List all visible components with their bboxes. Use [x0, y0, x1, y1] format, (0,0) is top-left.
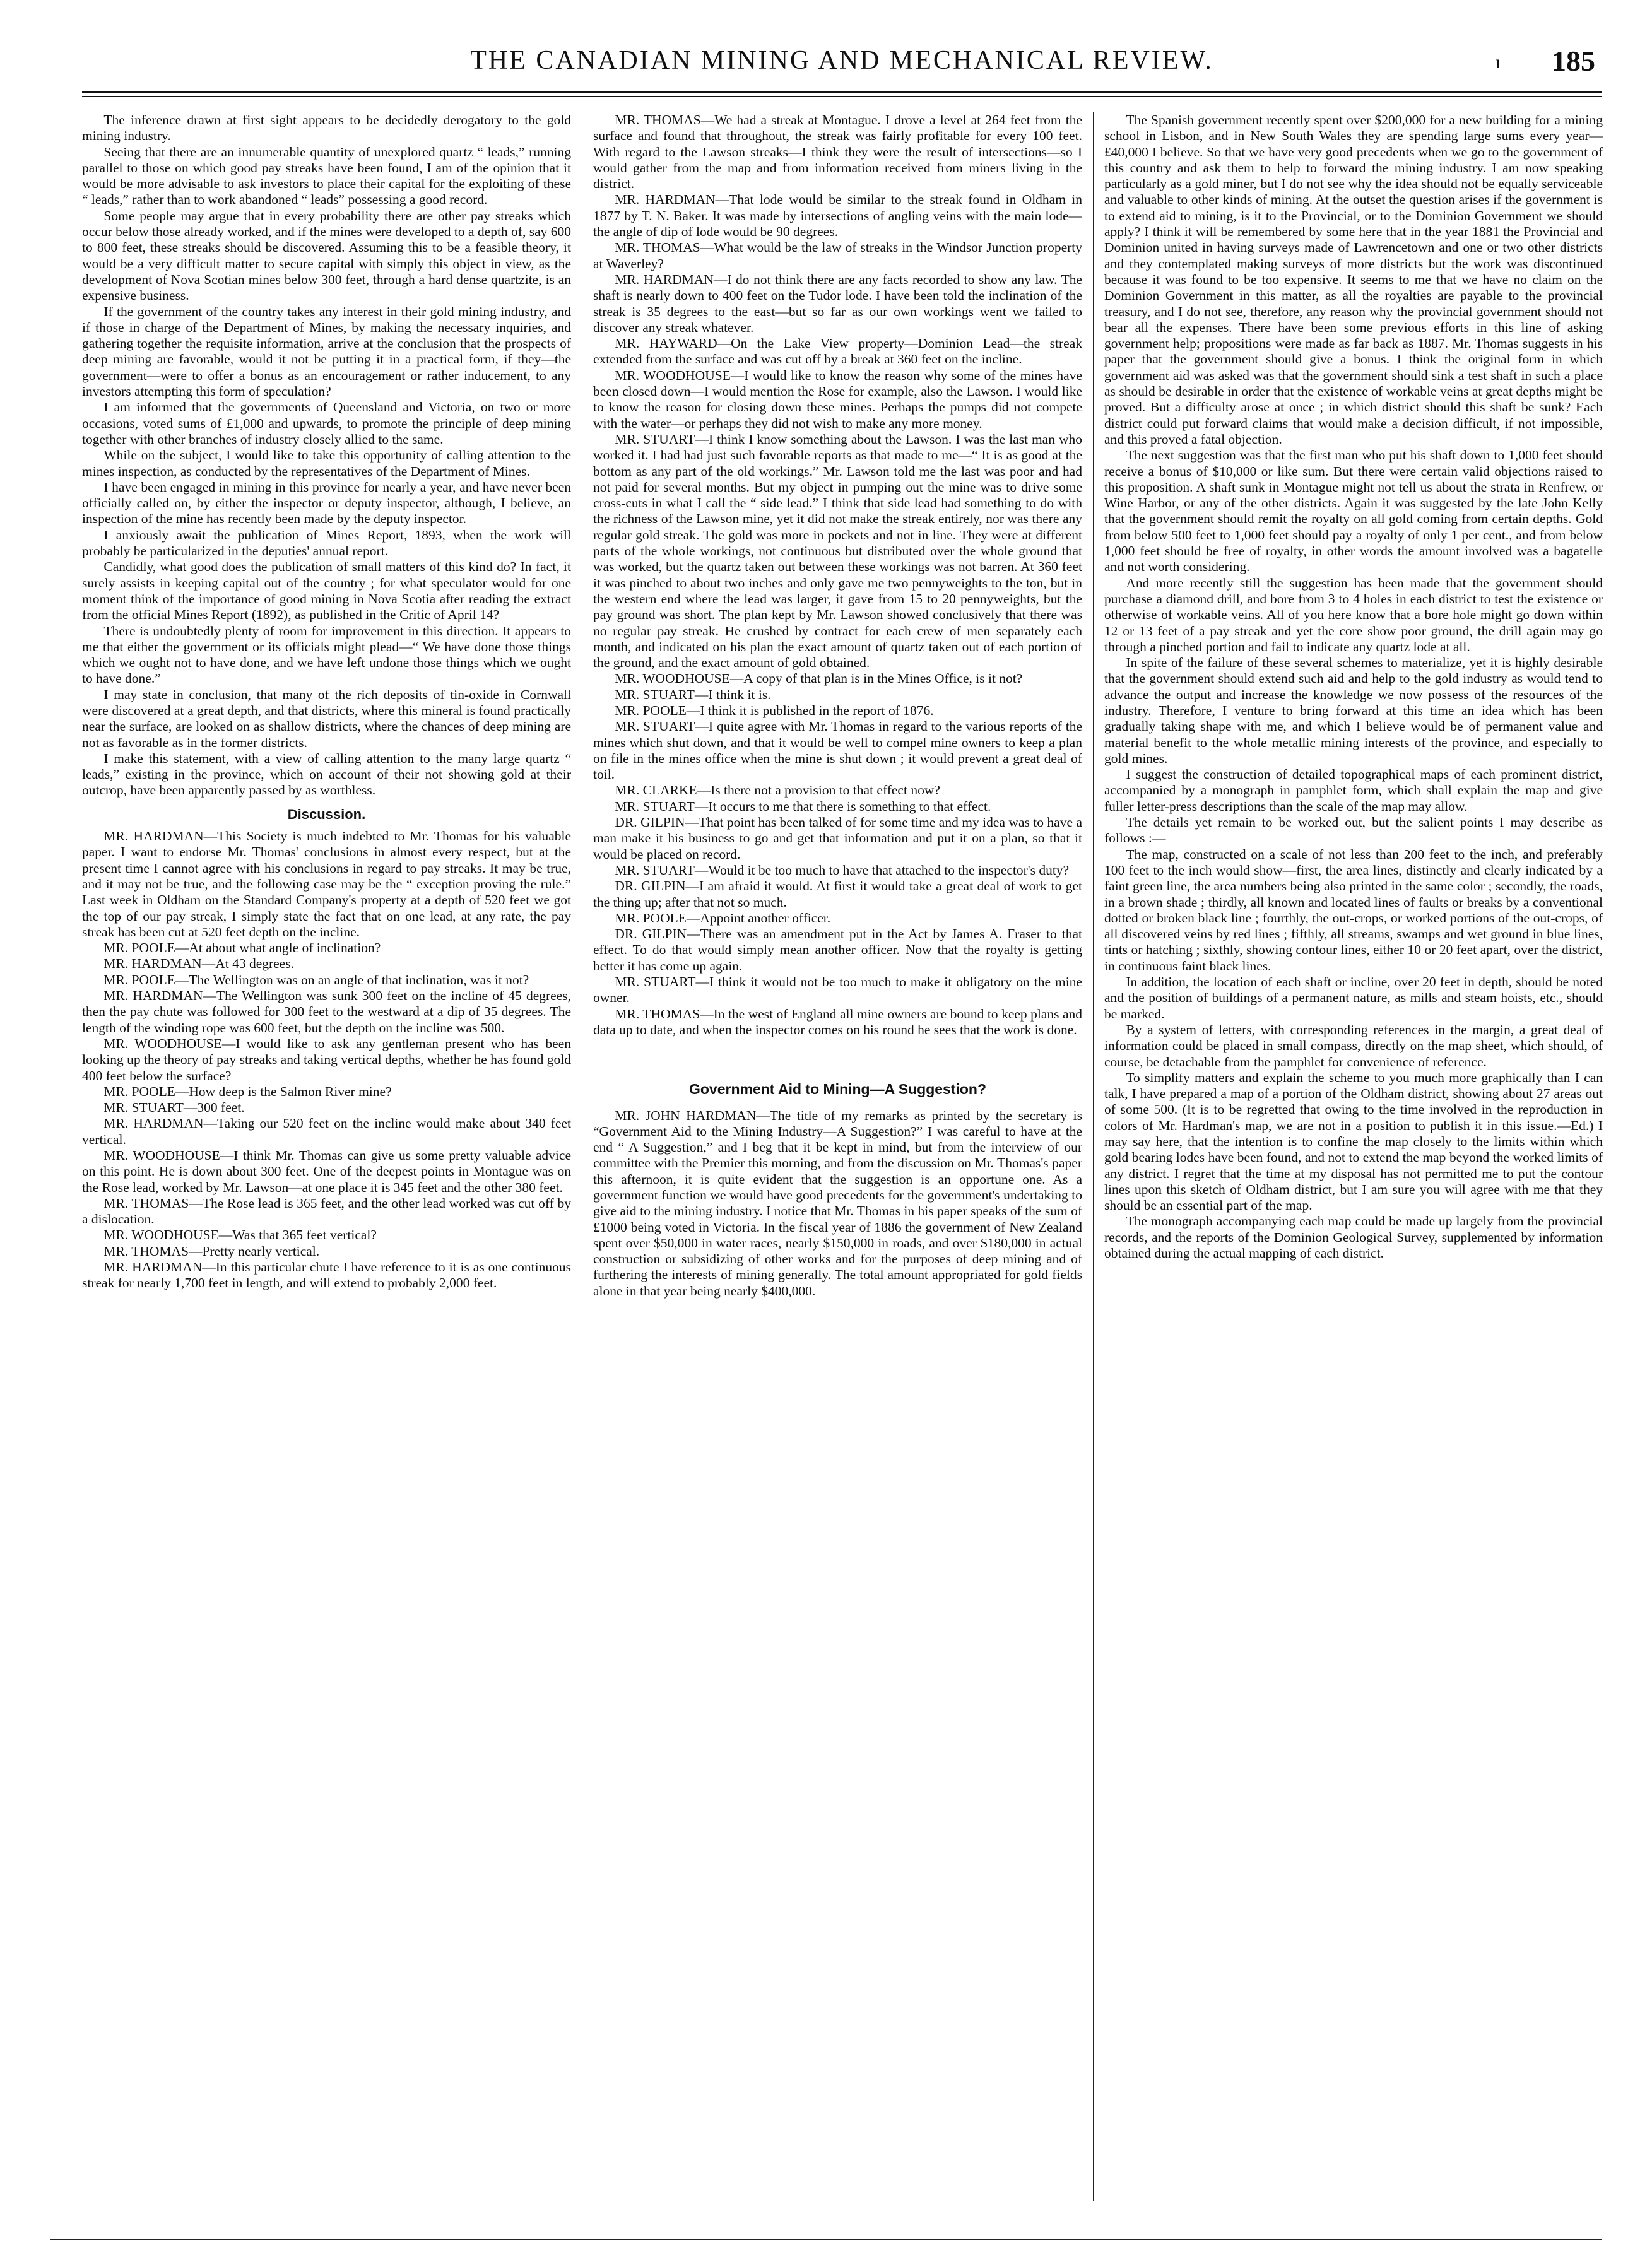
discussion-remark: MR. HARDMAN—That lode would be similar to the streak found in Oldham in 1877 by T. N. Baker. It was made by intersections of angling veins with the main lode—the angle of dip of lode would be 90 degrees.: [593, 192, 1082, 240]
paragraph: The map, constructed on a scale of not less than 200 feet to the inch, and preferably 100 feet to the inch would show—first, the area lines, distinctly and clearly indicated by a faint green line, the area numbers being also printed in the same color ; secondly, the roads, in a brown shade ; thirdly, all known and located lines of faults or breaks by a conventional dotted or broken black line ; fourthly, the out-crops, or worked portions of the out-crops, of all discovered veins by red lines ; fifthly, all streams, swamps and wet ground in blue lines, tints or hatching ; sixthly, showing contour lines, either 10 or 20 feet apart, over the district, in continuous faint black lines.: [1104, 846, 1603, 974]
discussion-remark: MR. THOMAS—What would be the law of streaks in the Windsor Junction property at Waverley?: [593, 240, 1082, 271]
discussion-remark: MR. STUART—Would it be too much to have that attached to the inspector's duty?: [615, 862, 1070, 878]
paragraph: While on the subject, I would like to take this opportunity of calling attention to the mines inspection, as conducted by the representatives of the Department of Mines.: [82, 447, 571, 479]
discussion-remark: MR. WOODHOUSE—I would like to know the reason why some of the mines have been closed down—I would mention the Rose for example, also the Lawson. I would like to know the reason for closing down these mines. Perhaps the pumps did not compete with the water—or perhaps they did not wish to make any more money.: [593, 367, 1082, 431]
discussion-remark: MR. POOLE—How deep is the Salmon River mine?: [103, 1083, 392, 1099]
discussion-remark: MR. STUART—I think I know something about the Lawson. I was the last man who worked it. I had had just such favorable reports as that made to me—“ It is as good at the bottom as any part of the old workings.” Mr. Lawson told me the last was poor and had not paid for several months. But my object in pumping out the mine was to drive some cross-cuts in what I call the “ side lead.” I think that side lead had something to do with the richness of the Lawson mine, yet it did not make the streak entirely, nor was there any regular gold streak. The gold was more in pockets and not in line. They were at different parts of the whole workings, not continuous but distributed over the whole ground that was worked, but the quartz taken out between these workings was not barren. At 360 feet it was pinched to about two inches and only gave me two pennyweights to the ton, but in the western end where the lead was larger, it gave from 15 to 20 pennyweights, but the pay ground was short. The plan kept by Mr. Lawson showed conclusively that there was no regular pay streak. He crushed by contract for each crew of men separately each month, and indicated on his plan the exact amount of quartz taken out of each portion of the ground, and the exact amount of gold obtained.: [593, 431, 1082, 671]
discussion-remark: MR. STUART—I think it would not be too much to make it obligatory on the mine owner.: [593, 974, 1082, 1006]
discussion-remark: MR. WOODHOUSE—I would like to ask any gentleman present who has been looking up the theory of pay streaks and taking vertical depths, whether he has found gold 400 feet below the surface?: [82, 1035, 571, 1083]
paragraph: MR. JOHN HARDMAN—The title of my remarks as printed by the secretary is “Government Aid to the Mining Industry—A Suggestion?” I was careful to have at the end “ A Suggestion,” and I beg that it be kept in mind, but from the interview of our committee with the Premier this morning, and from the discussion on Mr. Thomas's paper this afternoon, it is quite evident that the suggestion is an opportune one. As a government function we would have good precedents for the government's undertaking to give aid to the mining industry. I notice that Mr. Thomas in his paper speaks of the sum of £1000 being voted in Victoria. In the fiscal year of 1886 the government of New Zealand spent over $50,000 in water races, nearly $150,000 in roads, and over $180,000 in actual construction or subsidizing of other works and for the purposes of deep mining and of furthering the interests of mining generally. The total amount appropriated for gold fields alone in that year being nearly $400,000.: [593, 1107, 1082, 1299]
paragraph: I have been engaged in mining in this province for nearly a year, and have never been officially called on, by either the inspector or deputy inspector, although, I believe, an inspection of the mine has recently been made by the deputy inspector.: [82, 479, 571, 527]
paragraph: Candidly, what good does the publication of small matters of this kind do? In fact, it surely assists in keeping capital out of the country ; for what speculator would for one moment think of the importance of good mining in Nova Scotia after reading the extract from the official Mines Report (1892), as published in the Critic of April 14?: [82, 559, 571, 623]
discussion-remark: DR. GILPIN—That point has been talked of for some time and my idea was to have a man make it his business to go and get that information and put it on a plan, so that it would be placed on record.: [593, 815, 1082, 862]
paragraph: And more recently still the suggestion has been made that the government should purchase a diamond drill, and bore from 3 to 4 holes in each district to test the existence or otherwise of workable veins. All of you here know that a bore hole might go down within 12 or 13 feet of a pay streak and yet the core show poor ground, the drill again may go through a pinched portion and fail to indicate any quartz lode at all.: [1104, 575, 1603, 654]
discussion-remark: MR. STUART—I quite agree with Mr. Thomas in regard to the various reports of the mines which shut down, and that it would be well to compel mine owners to keep a plan on file in the mines office when the mine is shut down ; it would prevent a great deal of toil.: [593, 719, 1082, 782]
paragraph: In addition, the location of each shaft or incline, over 20 feet in depth, should be noted and the position of buildings of a permanent nature, as mills and steam hoists, etc., should be marked.: [1104, 974, 1603, 1022]
column-right: [1104, 112, 1603, 2213]
header-rule: [82, 91, 1602, 97]
discussion-remark: MR. WOODHOUSE—A copy of that plan is in the Mines Office, is it not?: [615, 671, 1023, 687]
discussion-remark: MR. HARDMAN—This Society is much indebted to Mr. Thomas for his valuable paper. I want to endorse Mr. Thomas' conclusions in almost every respect, but at the present time I cannot agree with his conclusions in regard to pay streaks. It may be true, and it may not be true, and the following case may be the “ exception proving the rule.” Last week in Oldham on the Standard Company's property at a depth of 520 feet we got the top of our pay streak, I simply state the fact that on one lead, at any rate, the pay streak has been cut at 520 feet depth on the incline.: [82, 828, 571, 940]
discussion-remark: MR. CLARKE—Is there not a provision to that effect now?: [615, 782, 940, 798]
paragraph: I anxiously await the publication of Mines Report, 1893, when the work will probably be particularized in the deputies' annual report.: [82, 527, 571, 559]
discussion-remark: MR. STUART—I think it is.: [615, 687, 771, 702]
margin-mark: ı: [1495, 52, 1501, 73]
paragraph: Some people may argue that in every probability there are other pay streaks which occur below those already worked, and if the mines were developed to a depth of, say 600 to 800 feet, these streaks should be discovered. Assuming this to be a feasible theory, it would be a very difficult matter to secure capital with simply this object in view, as the development of Nova Scotian mines below 300 feet, through a hard dense quartzite, is an expensive business.: [82, 208, 571, 303]
discussion-remark: MR. WOODHOUSE—I think Mr. Thomas can give us some pretty valuable advice on this point. He is down about 300 feet. One of the deepest points in Montague was on the Rose lead, worked by Mr. Lawson—at one place it is 345 feet and the other 380 feet.: [82, 1148, 571, 1195]
discussion-remark: MR. THOMAS—Pretty nearly vertical.: [103, 1243, 320, 1259]
discussion-remark: MR. HARDMAN—I do not think there are any facts recorded to show any law. The shaft is nearly down to 400 feet on the Tudor lode. I have been told the inclination of the streak is 35 degrees to the east—but so far as our own workings went we failed to discover any streak whatever.: [593, 271, 1082, 335]
page-number: 185: [1552, 45, 1595, 77]
paragraph: The inference drawn at first sight appears to be decidedly derogatory to the gold mining industry.: [82, 112, 571, 144]
discussion-remark: MR. THOMAS—In the west of England all mine owners are bound to keep plans and data up to date, and when the inspector comes on his round he sees that the work is done.: [593, 1006, 1082, 1037]
paragraph: There is undoubtedly plenty of room for improvement in this direction. It appears to me that either the government or its officials might plead—“ We have done those things which we ought not to have done, and we have left undone those things which we ought to have done.”: [82, 623, 571, 687]
discussion-remark: MR. HAYWARD—On the Lake View property—Dominion Lead—the streak extended from the surface and was cut off by a break at 360 feet on the incline.: [593, 336, 1082, 367]
discussion-remark: MR. POOLE—The Wellington was on an angle of that inclination, was it not?: [103, 972, 529, 987]
discussion-remark: MR. STUART—It occurs to me that there is something to that effect.: [615, 798, 991, 814]
column-middle: [593, 112, 1082, 2213]
column-divider: [1093, 112, 1094, 2201]
discussion-remark: MR. HARDMAN—Taking our 520 feet on the incline would make about 340 feet vertical.: [82, 1116, 571, 1147]
discussion-remark: DR. GILPIN—There was an amendment put in the Act by James A. Fraser to that effect. To do that would simply mean another officer. Now that the royalty is getting better it has come up again.: [593, 926, 1082, 974]
discussion-remark: MR. STUART—300 feet.: [103, 1100, 245, 1116]
paragraph: I make this statement, with a view of calling attention to the many large quartz “ leads,” existing in the province, which on account of their not showing gold at their outcrop, have been apparently passed by as worthless.: [82, 750, 571, 798]
discussion-remark: MR. HARDMAN—At 43 degrees.: [103, 956, 294, 972]
paragraph: To simplify matters and explain the scheme to you much more graphically than I can talk, I have prepared a map of a portion of the Oldham district, showing about 27 areas out of some 500. (It is to be regretted that owing to the time involved in the reproduction in colors of Mr. Hardman's map, we are not in a position to publish it in this issue.—Ed.) I may say here, that the intention is to confine the map closely to the limits within which gold bearing lodes have been found, and not to extend the map beyond the worked limits of any district. I regret that the time at my disposal has not permitted me to put the contour lines upon this sketch of Oldham district, but I am sure you will agree with me that they should be an essential part of the map.: [1104, 1070, 1603, 1213]
column-left: [82, 112, 571, 2213]
running-head: THE CANADIAN MINING AND MECHANICAL REVIEW.: [470, 46, 1213, 75]
paragraph: I am informed that the governments of Queensland and Victoria, on two or more occasions, voted sums of £1,000 and upwards, to promote the principle of deep mining together with other branches of industry closely allied to the same.: [82, 399, 571, 447]
paragraph: Seeing that there are an innumerable quantity of unexplored quartz “ leads,” running parallel to those on which good pay streaks have been found, I am of the opinion that it would be more advisable to ask investors to place their capital for the exploiting of these “ leads,” rather than to work abandoned “ leads” possessing a good record.: [82, 144, 571, 208]
discussion-heading: Discussion.: [287, 806, 366, 822]
discussion-remark: DR. GILPIN—I am afraid it would. At first it would take a great deal of work to get the thing up; after that not so much.: [593, 878, 1082, 910]
paragraph: By a system of letters, with corresponding references in the margin, a great deal of information could be placed in small compass, directly on the map sheet, which should, of course, be detachable from the pamphlet for convenience of reference.: [1104, 1022, 1603, 1070]
footer-rule: [50, 2239, 1602, 2240]
discussion-remark: MR. POOLE—Appoint another officer.: [615, 910, 831, 926]
discussion-remark: MR. POOLE—At about what angle of inclination?: [103, 940, 381, 956]
paragraph: I may state in conclusion, that many of the rich deposits of tin-oxide in Cornwall were discovered at a great depth, and that districts, where this mineral is found practically near the surface, are looked on as shallow districts, where the chances of deep mining are not as favorable as in the former districts.: [82, 687, 571, 750]
discussion-remark: MR. POOLE—I think it is published in the report of 1876.: [615, 702, 934, 718]
paragraph: If the government of the country takes any interest in their gold mining industry, and if those in charge of the Department of Mines, by making the necessary inquiries, and gathering together the requisite information, arrive at the conclusion that the prospects of deep mining are favorable, would it not be putting it in a practical form, if they—the government—were to offer a bonus as an encouragement or rather inducement, to any investors attempting this form of speculation?: [82, 303, 571, 399]
paragraph: The monograph accompanying each map could be made up largely from the provincial records, and the reports of the Dominion Geological Survey, supplemented by information obtained during the actual mapping of each district.: [1104, 1213, 1603, 1261]
paragraph: The Spanish government recently spent over $200,000 for a new building for a mining school in Lisbon, and in New South Wales they are spending large sums every year—£40,000 I believe. So that we have very good precedents when we go to the government of this country and ask them to help to forward the mining industry. I am now speaking particularly as a gold miner, but I do not see why the idea should not be equally serviceable and valuable to other kinds of mining. At the outset the question arises if the government is to extend aid to mining, is it to the Provincial, or to the Dominion Government we should apply? I think it will be remembered by some here that in the year 1881 the Provincial and Dominion united in having surveys made of Lawrencetown and one or two other districts and they contemplated making surveys of more districts but the work was discontinued because it was found to be too expensive. It seems to me that we have no claim on the Dominion Government in this matter, as all the royalties are payable to the provincial treasury, and I do not see, therefore, any reason why the provincial government should not bear all the expenses. There have been some previous efforts in this line of asking government help; propositions were made as far back as 1887. Mr. Thomas suggests in his paper that the government should give a bonus. I think the original form in which government aid was asked was that the government should sink a test shaft in such a place as should be desirable in order that the existence of workable veins at great depths might be proved. But a difficulty arose at once ; in which district should this shaft be sunk? Each district could put forward claims that would make a decision difficult, if not impossible, and this proved a fatal objection.: [1104, 112, 1603, 447]
discussion-remark: MR. HARDMAN—In this particular chute I have reference to it is as one continuous streak for nearly 1,700 feet in length, and will extend to probably 2,000 feet.: [82, 1259, 571, 1291]
discussion-remark: MR. THOMAS—The Rose lead is 365 feet, and the other lead worked was cut off by a dislocation.: [82, 1195, 571, 1227]
section-heading: Government Aid to Mining—A Suggestion?: [688, 1081, 987, 1098]
paragraph: The details yet remain to be worked out, but the salient points I may describe as follows :—: [1104, 815, 1603, 846]
paragraph: The next suggestion was that the first man who put his shaft down to 1,000 feet should receive a bonus of $10,000 or like sum. But there were certain valid objections raised to this proposition. A shaft sunk in Montague might not tell us about the strata in Renfrew, or Wine Harbor, or any of the other districts. Again it was suggested by the late John Kelly that the government should remit the royalty on all gold coming from certain depths. Gold from below 500 feet to 1,000 feet should pay a royalty of only 1 per cent., and from below 1,000 feet should be free of royalty, in other words the amount involved was a bagatelle and not worth considering.: [1104, 447, 1603, 575]
discussion-remark: MR. THOMAS—We had a streak at Montague. I drove a level at 264 feet from the surface and found that throughout, the streak was fairly profitable for every 100 feet. With regard to the Lawson streaks—I think they were the result of intersections—so I would gather from the map and from information received from miners living in the district.: [593, 112, 1082, 192]
discussion-remark: MR. HARDMAN—The Wellington was sunk 300 feet on the incline of 45 degrees, then the pay chute was followed for 300 feet to the westward at a dip of 35 degrees. The length of the winding rope was 600 feet, but the depth on the incline was 500.: [82, 988, 571, 1035]
paragraph: I suggest the construction of detailed topographical maps of each prominent district, accompanied by a monograph in pamphlet form, which shall explain the map and give fuller letter-press descriptions than the scale of the map may allow.: [1104, 767, 1603, 814]
paragraph: In spite of the failure of these several schemes to materialize, yet it is highly desirable that the government should extend such aid and help to the gold industry as would tend to advance the output and increase the knowledge we now possess of the resources of the industry. Therefore, I venture to bring forward at this time an idea which has been gradually taking shape with me, and which I believe would be of permanent value and material benefit to the whole metallic mining interests of the province, and especially to gold mines.: [1104, 655, 1603, 766]
discussion-remark: MR. WOODHOUSE—Was that 365 feet vertical?: [103, 1227, 377, 1243]
